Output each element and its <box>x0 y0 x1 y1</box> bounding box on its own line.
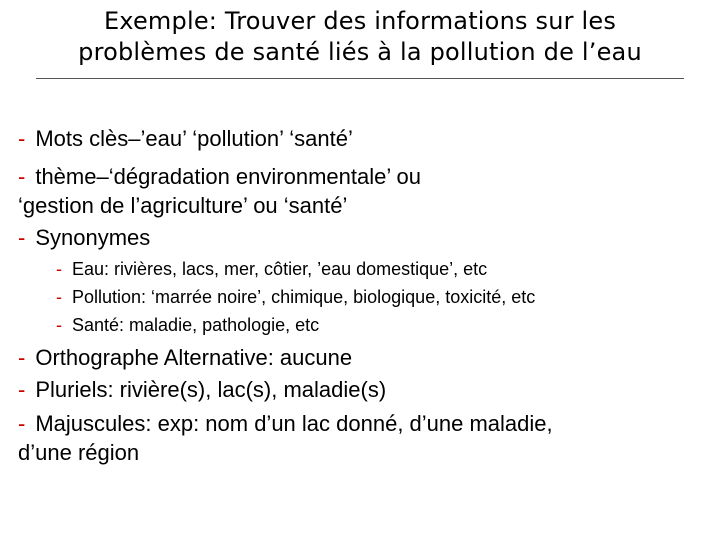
bullet-text: ‘gestion de l’agriculture’ ou ‘santé’ <box>18 193 348 218</box>
bullet-text: Mots clès–’eau’ ‘pollution’ ‘santé’ <box>35 126 353 151</box>
slide-title <box>20 6 700 68</box>
bullet-text: Orthographe Alternative: aucune <box>35 345 353 370</box>
bullet-text: d’une région <box>18 440 140 465</box>
bullet-text: Synonymes <box>35 225 151 250</box>
bullet-dash: - <box>18 126 26 151</box>
bullet-dash: - <box>56 315 62 335</box>
sub-bullet-water <box>56 257 487 281</box>
bullet-text: Santé: maladie, pathologie, etc <box>72 315 320 335</box>
bullet-capitals <box>18 409 553 439</box>
title-divider <box>36 78 684 79</box>
bullet-text: Pollution: ‘marrée noire’, chimique, biologique, toxicité, etc <box>72 287 536 307</box>
title-line-2: problèmes de santé liés à la pollution de l’eau <box>78 38 642 66</box>
sub-bullet-health <box>56 313 319 337</box>
bullet-dash: - <box>56 287 62 307</box>
bullet-text: thème–‘dégradation environmentale’ ou <box>35 164 421 189</box>
bullet-text: Pluriels: rivière(s), lac(s), maladie(s) <box>35 377 387 402</box>
bullet-capitals-continuation <box>18 438 139 468</box>
bullet-synonyms <box>18 223 150 253</box>
bullet-dash: - <box>56 259 62 279</box>
bullet-dash: - <box>18 411 26 436</box>
bullet-dash: - <box>18 377 26 402</box>
bullet-text: Eau: rivières, lacs, mer, côtier, ’eau domestique’, etc <box>72 259 488 279</box>
bullet-dash: - <box>18 225 26 250</box>
bullet-text: Majuscules: exp: nom d’un lac donné, d’une maladie, <box>35 411 553 436</box>
bullet-theme <box>18 162 421 192</box>
bullet-dash: - <box>18 164 26 189</box>
bullet-theme-continuation <box>18 191 347 221</box>
bullet-keywords <box>18 124 353 154</box>
bullet-dash: - <box>18 345 26 370</box>
sub-bullet-pollution <box>56 285 535 309</box>
bullet-plurals <box>18 375 386 405</box>
title-line-1: Exemple: Trouver des informations sur les <box>103 7 617 35</box>
bullet-alternative-spelling <box>18 343 352 373</box>
